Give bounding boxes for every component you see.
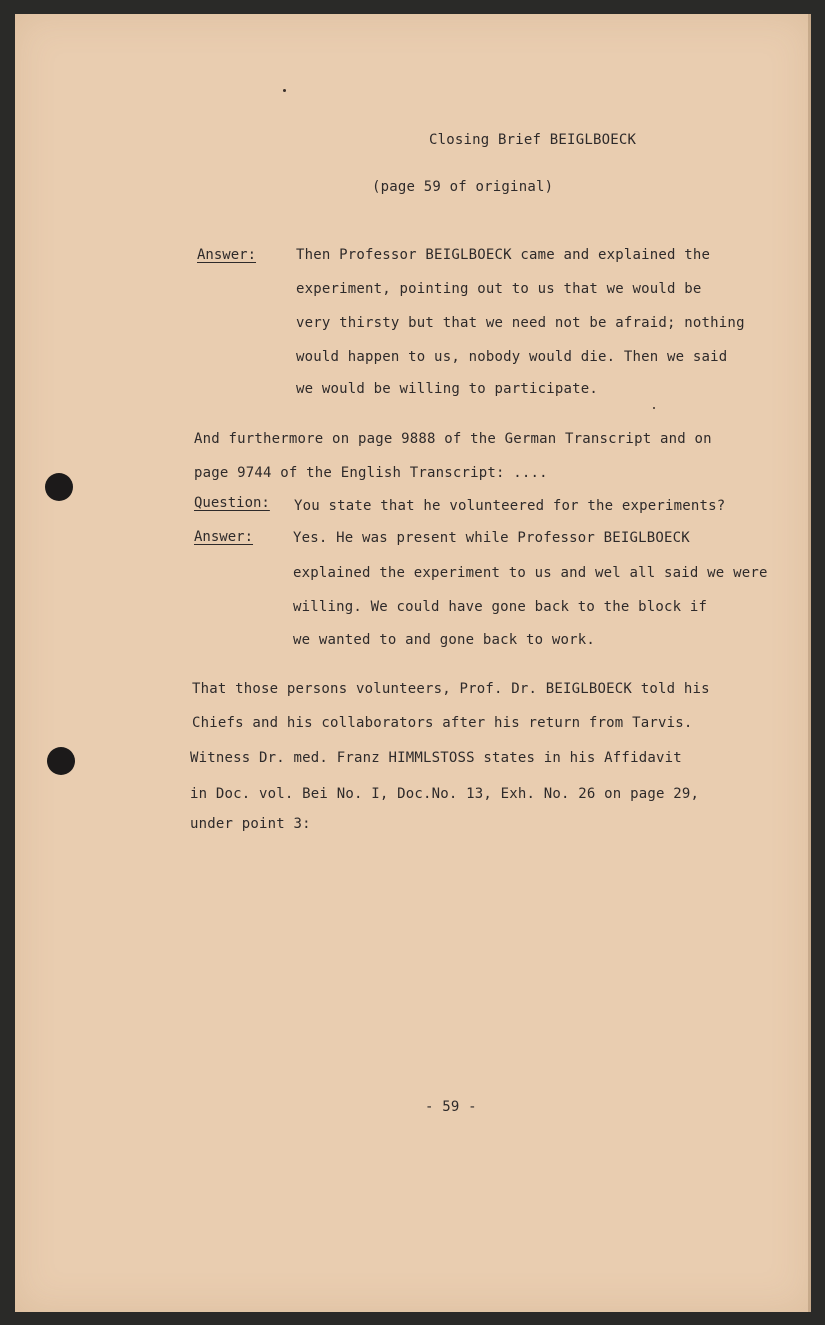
answer-label: Answer: — [197, 247, 257, 263]
page-title: Closing Brief BEIGLBOECK — [429, 132, 637, 148]
answer-line: would happen to us, nobody would die. Then we said — [296, 349, 728, 365]
answer-line: Then Professor BEIGLBOECK came and explained the — [296, 247, 711, 263]
answer-line: Yes. He was present while Professor BEIGLBOECK — [293, 530, 690, 546]
answer-line: willing. We could have gone back to the block if — [293, 599, 708, 615]
punch-hole-bottom — [47, 747, 75, 775]
page-subtitle: (page 59 of original) — [372, 179, 554, 195]
intro-line: page 9744 of the English Transcript: .... — [194, 465, 548, 481]
page-number: - 59 - — [425, 1099, 477, 1115]
question-label: Question: — [194, 495, 270, 511]
punch-hole-top — [45, 473, 73, 501]
intro-line: And furthermore on page 9888 of the German Transcript and on — [194, 431, 712, 447]
body-line: Witness Dr. med. Franz HIMMLSTOSS states in his Affidavit — [190, 750, 682, 766]
answer-label: Answer: — [194, 529, 254, 545]
question-text: You state that he volunteered for the experiments? — [294, 498, 726, 514]
answer-line: very thirsty but that we need not be afraid; nothing — [296, 315, 745, 331]
paper-speck — [283, 89, 286, 92]
answer-line: we would be willing to participate. — [296, 381, 599, 397]
body-line: under point 3: — [190, 816, 311, 832]
document-page — [15, 14, 811, 1312]
page-edge-shadow — [808, 14, 811, 1312]
answer-line: we wanted to and gone back to work. — [293, 632, 596, 648]
answer-line: explained the experiment to us and wel all said we were — [293, 565, 768, 581]
body-line: in Doc. vol. Bei No. I, Doc.No. 13, Exh. No. 26 on page 29, — [190, 786, 700, 802]
body-line: That those persons volunteers, Prof. Dr. BEIGLBOECK told his — [192, 681, 710, 697]
body-line: Chiefs and his collaborators after his return from Tarvis. — [192, 715, 693, 731]
paper-speck — [653, 407, 655, 409]
answer-line: experiment, pointing out to us that we would be — [296, 281, 702, 297]
